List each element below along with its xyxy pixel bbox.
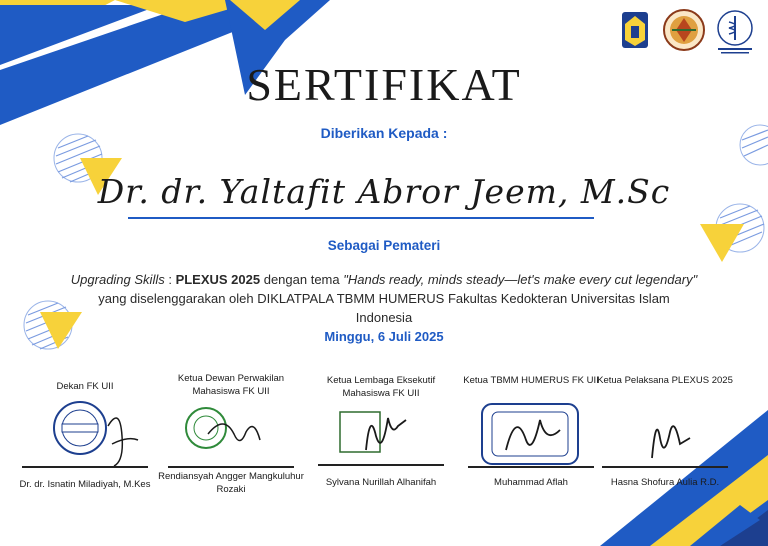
signatory-title: Dekan FK UII	[56, 381, 114, 392]
stamp-and-signature-2	[184, 404, 284, 464]
university-logo	[618, 10, 652, 52]
description-sep: :	[164, 272, 176, 287]
signatory-name: Rendiansyah Angger Mangkuluhur Rozaki	[158, 471, 304, 495]
signatory-title: Ketua Dewan Perwakilan Mahasiswa FK UII	[177, 373, 285, 397]
certificate-description	[70, 270, 698, 327]
signatory-1	[10, 360, 160, 500]
signatory-title: Ketua Pelaksana PLEXUS 2025	[597, 375, 733, 386]
stamp-and-signature-4	[476, 400, 586, 468]
recipient-name: Dr. dr. Yaltafit Abror Jeem, M.Sc	[97, 172, 671, 211]
description-theme: "Hands ready, minds steady—let's make every cut legendary"	[343, 272, 698, 287]
tbmm-logo	[662, 8, 706, 52]
signature-5	[634, 408, 704, 468]
medical-faculty-logo-icon	[712, 8, 758, 56]
signatory-5	[590, 360, 740, 500]
signatory-title: Ketua Lembaga Eksekutif Mahasiswa FK UII	[326, 375, 436, 399]
signature-line	[318, 464, 444, 466]
signature-line	[602, 466, 728, 468]
description-event-type: Upgrading Skills	[70, 272, 165, 287]
certificate-title: SERTIFIKAT	[246, 59, 522, 110]
signatory-name: Muhammad Aflah	[494, 477, 568, 488]
signatory-name: Dr. dr. Isnatin Miladiyah, M.Kes	[19, 479, 151, 490]
signatory-title: Ketua TBMM HUMERUS FK UII	[463, 375, 599, 386]
signatory-4	[456, 360, 606, 500]
stamp-and-signature-1	[48, 396, 148, 472]
recipient-role: Sebagai Pemateri	[327, 238, 441, 253]
signatory-name: Hasna Shofura Aulia R.D.	[610, 477, 720, 488]
stamp-and-signature-3	[336, 406, 436, 464]
signatory-3	[306, 360, 456, 500]
description-theme-label: dengan tema	[260, 272, 344, 287]
event-date: Minggu, 6 Juli 2025	[324, 329, 444, 344]
university-logo-icon	[618, 10, 652, 52]
signatory-name: Sylvana Nurillah Alhanifah	[325, 477, 437, 488]
signatory-2	[156, 360, 306, 500]
tbmm-logo-icon	[662, 8, 706, 52]
signature-line	[168, 466, 294, 468]
given-to-label: Diberikan Kepada :	[320, 125, 448, 141]
signature-line	[22, 466, 148, 468]
description-organizer: yang diselenggarakan oleh DIKLATPALA TBMM HUMERUS Fakultas Kedokteran Universitas Islam Indonesia	[98, 291, 670, 325]
medical-faculty-logo	[712, 8, 758, 56]
description-event-name: PLEXUS 2025	[175, 272, 261, 287]
signature-line	[468, 466, 594, 468]
